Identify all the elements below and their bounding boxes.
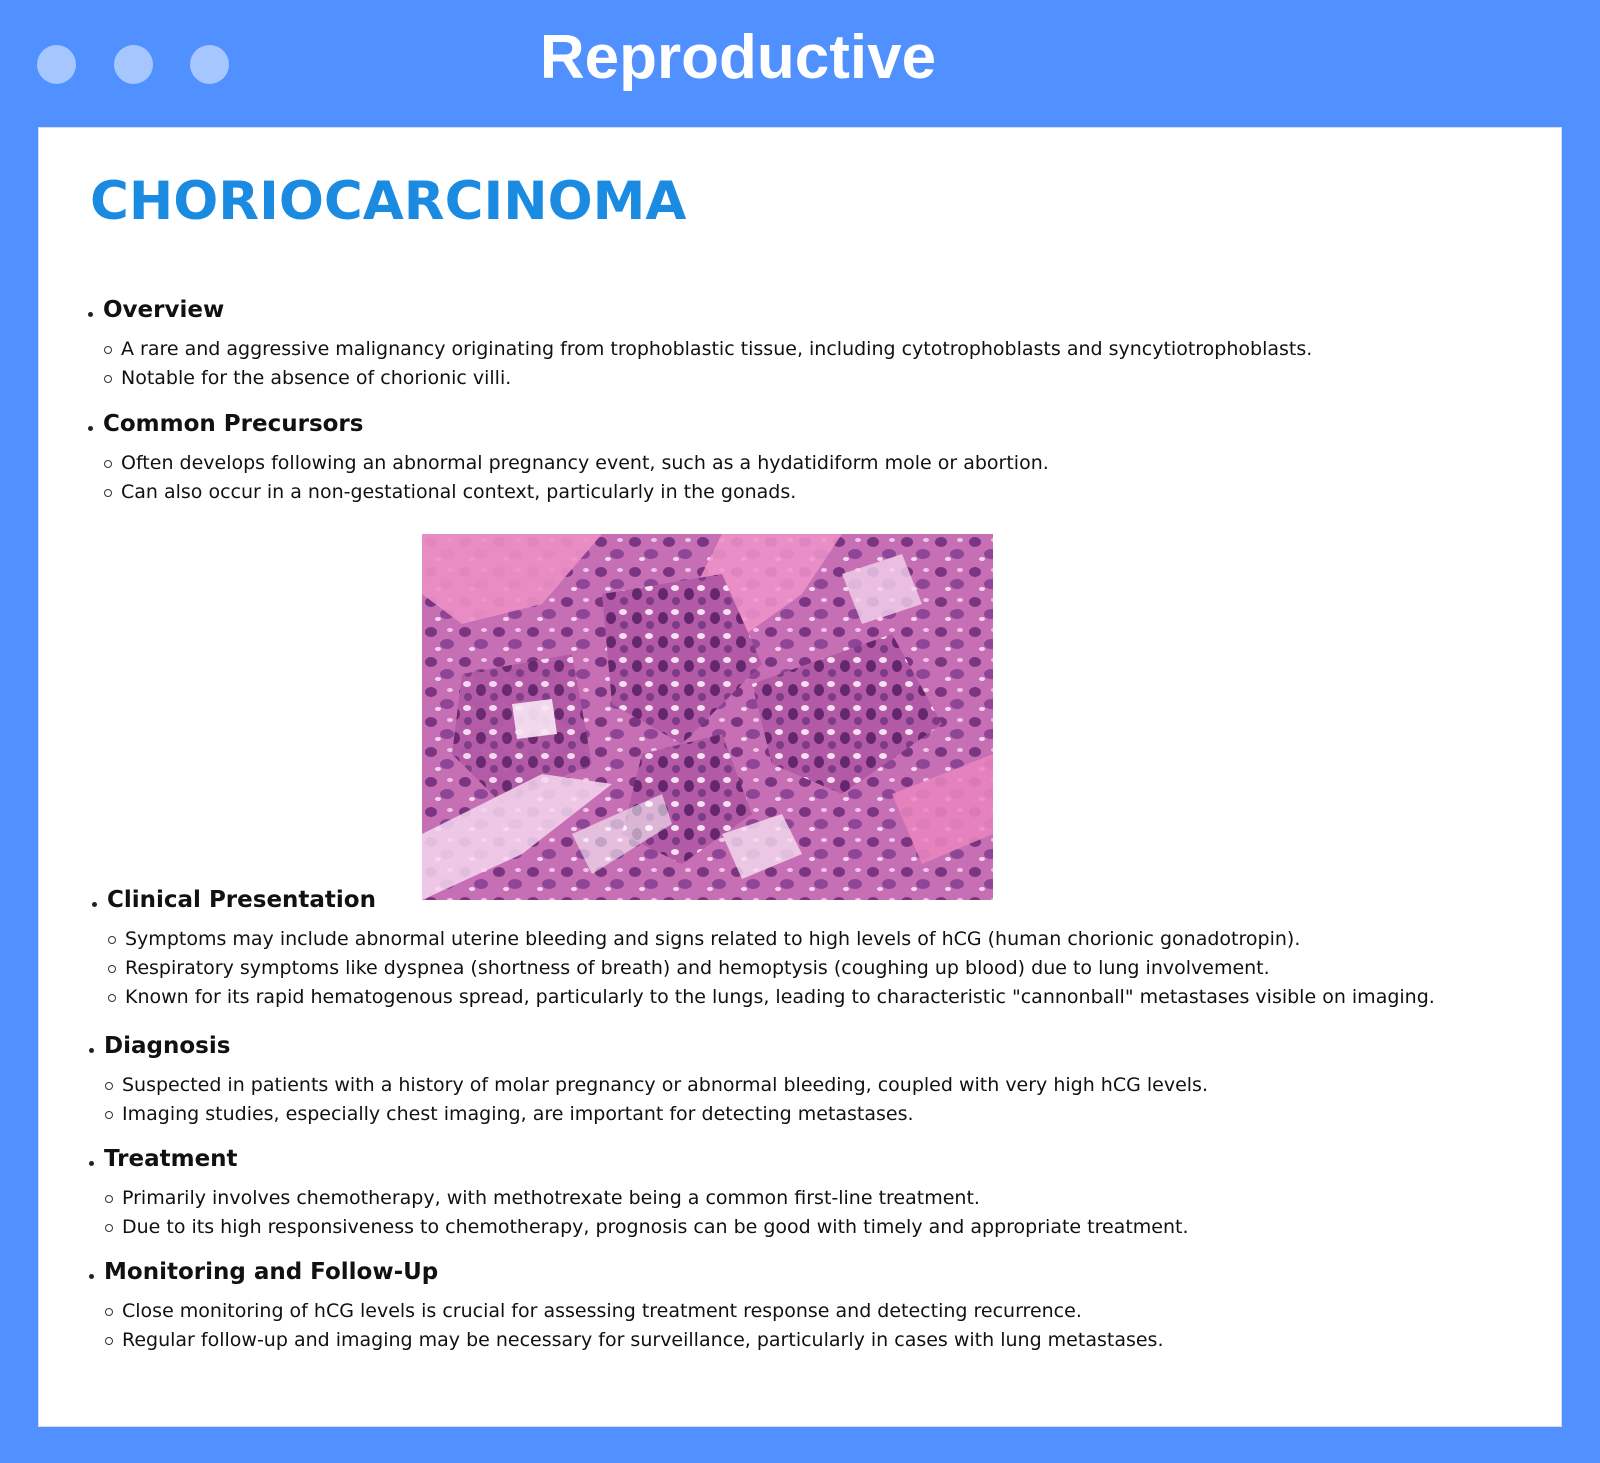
section-heading-text: Clinical Presentation [107, 887, 376, 913]
list-item-text: Respiratory symptoms like dyspnea (shortness of breath) and hemoptysis (coughing up blood) due to lung involvement. [125, 957, 1270, 979]
circle-bullet-icon [105, 1111, 113, 1119]
section-heading [91, 884, 1491, 916]
bullet-icon [88, 312, 93, 317]
circle-bullet-icon [108, 994, 116, 1002]
circle-bullet-icon [104, 460, 112, 468]
list-item [91, 954, 1491, 983]
list-item-text: Primarily involves chemotherapy, with methotrexate being a common first-line treatment. [122, 1187, 980, 1209]
list-item-text: A rare and aggressive malignancy originating from trophoblastic tissue, including cytotrophoblasts and syncytiotrophoblasts. [121, 338, 1313, 360]
section-heading [87, 294, 1487, 326]
circle-bullet-icon [104, 375, 112, 383]
list-item [88, 1213, 1488, 1242]
histology-image-graphic [422, 534, 993, 900]
list-item-text: Suspected in patients with a history of molar pregnancy or abnormal bleeding, coupled with very high hCG levels. [122, 1074, 1208, 1096]
content-panel [38, 127, 1562, 1427]
list-item [87, 449, 1487, 478]
circle-bullet-icon [105, 1082, 113, 1090]
section-heading-text: Diagnosis [104, 1033, 231, 1059]
section-list [88, 1297, 1488, 1355]
section-heading [88, 1256, 1488, 1288]
list-item-text: Imaging studies, especially chest imaging, are important for detecting metastases. [122, 1103, 914, 1125]
circle-bullet-icon [105, 1224, 113, 1232]
list-item [87, 364, 1487, 393]
circle-bullet-icon [105, 1337, 113, 1345]
section-list [87, 449, 1487, 507]
list-item-text: Known for its rapid hematogenous spread, particularly to the lungs, leading to characteristic "cannonball" metastases visible on imaging. [125, 986, 1435, 1008]
window-title: Reproductive [539, 23, 937, 92]
section-list [88, 1184, 1488, 1242]
section-diagnosis [88, 1030, 1488, 1129]
section-heading-text: Treatment [104, 1146, 238, 1172]
list-item-text: Regular follow-up and imaging may be necessary for surveillance, particularly in cases with lung metastases. [122, 1329, 1164, 1351]
section-heading [88, 1143, 1488, 1175]
section-common-precursors [87, 408, 1487, 507]
list-item-text: Close monitoring of hCG levels is crucial for assessing treatment response and detecting recurrence. [122, 1300, 1082, 1322]
list-item [88, 1297, 1488, 1326]
list-item [88, 1100, 1488, 1129]
list-item [88, 1184, 1488, 1213]
circle-bullet-icon [104, 346, 112, 354]
histology-image [422, 534, 993, 900]
circle-bullet-icon [105, 1195, 113, 1203]
section-monitoring-follow-up [88, 1256, 1488, 1355]
list-item [87, 335, 1487, 364]
list-item [88, 1071, 1488, 1100]
circle-bullet-icon [104, 489, 112, 497]
list-item [87, 478, 1487, 507]
list-item-text: Can also occur in a non-gestational context, particularly in the gonads. [121, 481, 797, 503]
section-heading-text: Overview [103, 297, 225, 323]
list-item [91, 983, 1491, 1012]
circle-bullet-icon [108, 936, 116, 944]
list-item-text: Symptoms may include abnormal uterine bleeding and signs related to high levels of hCG (human chorionic gonadotropin). [125, 928, 1301, 950]
section-heading [88, 1030, 1488, 1062]
section-list [88, 1071, 1488, 1129]
list-item-text: Due to its high responsiveness to chemotherapy, prognosis can be good with timely and appropriate treatment. [122, 1216, 1189, 1238]
list-item [91, 925, 1491, 954]
section-list [91, 925, 1491, 1012]
list-item [88, 1326, 1488, 1355]
list-item-text: Often develops following an abnormal pregnancy event, such as a hydatidiform mole or abortion. [121, 452, 1049, 474]
section-overview [87, 294, 1487, 393]
window-titlebar [0, 0, 1600, 127]
list-item-text: Notable for the absence of chorionic villi. [121, 367, 512, 389]
bullet-icon [89, 1048, 94, 1053]
circle-bullet-icon [108, 965, 116, 973]
bullet-icon [92, 902, 97, 907]
bullet-icon [88, 426, 93, 431]
bullet-icon [89, 1274, 94, 1279]
section-heading-text: Monitoring and Follow-Up [104, 1259, 439, 1285]
section-list [87, 335, 1487, 393]
section-heading-text: Common Precursors [103, 411, 364, 437]
circle-bullet-icon [105, 1308, 113, 1316]
bullet-icon [89, 1161, 94, 1166]
section-clinical-presentation [91, 884, 1491, 1012]
section-heading [87, 408, 1487, 440]
section-treatment [88, 1143, 1488, 1242]
page-title: CHORIOCARCINOMA [90, 171, 687, 232]
